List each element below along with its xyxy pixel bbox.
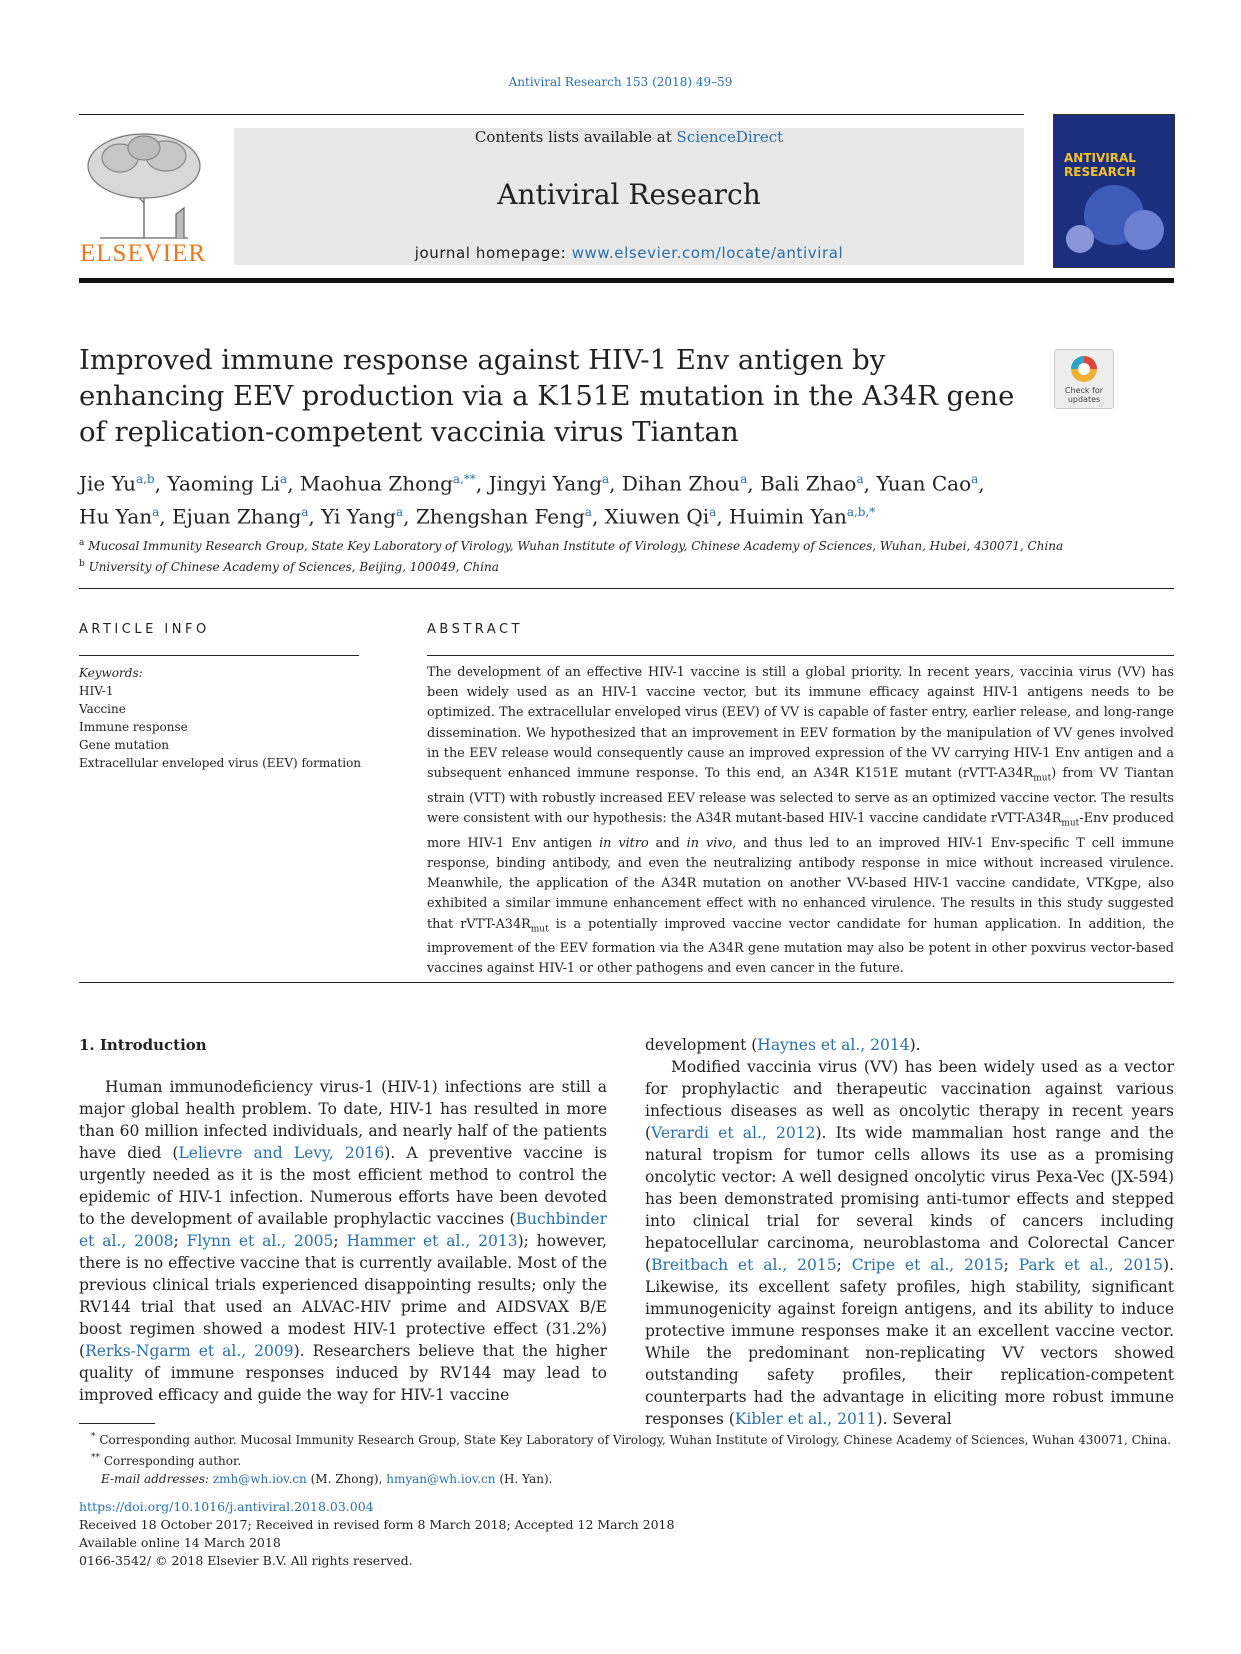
subscript: mut	[1033, 773, 1052, 784]
author-separator: ,	[159, 504, 173, 529]
author-separator: ,	[475, 471, 489, 496]
author-name[interactable]: Bali Zhao	[759, 471, 857, 496]
body-text: ;	[173, 1232, 187, 1250]
abstract-segment: is a potentially improved vaccine vector candidate for human application. In addition, the improvement of the EEV formation via the A34R gene mutation may also be potent in other poxvirus vector-based vaccines against HIV-1 or other pathogens and even cancer in the future.	[427, 916, 1174, 977]
elsevier-logo	[80, 128, 208, 268]
cover-title-line: RESEARCH	[1064, 165, 1136, 179]
body-text: ;	[333, 1232, 347, 1250]
keyword-item: HIV-1	[79, 684, 114, 698]
section-rule	[79, 588, 1174, 589]
body-text: ).	[909, 1036, 921, 1054]
doi-link[interactable]: https://doi.org/10.1016/j.antiviral.2018.03.004	[79, 1499, 374, 1514]
citation-link[interactable]: Haynes et al., 2014	[757, 1036, 910, 1054]
elsevier-wordmark: ELSEVIER	[80, 240, 207, 267]
abstract-bottom-rule	[79, 982, 1174, 983]
author-name[interactable]: Yi Yang	[321, 504, 396, 529]
journal-cover-image[interactable]	[1053, 114, 1175, 268]
author-name[interactable]: Yuan Cao	[876, 471, 972, 496]
subscript: mut	[1061, 818, 1080, 829]
abstract-segment: The development of an effective HIV-1 vaccine is still a global priority. In recent years, vaccinia virus (VV) has been widely used as an HIV-1 vaccine vector, but its immune efficacy against HIV-1 antigens needs to be optimized. The extracellular enveloped virus (EEV) of VV is capable of faster entry, earlier release, and long-range dissemination. We hypothesized that an improvement in EEV formation by the manipulation of VV genes involved in the EEV release would consequently cause an improved expression of the VV carrying HIV-1 Env antigen and a subsequent enhanced immune response. To this end, an A34R K151E mutant (rVTT-A34R	[427, 665, 1174, 782]
author-affiliation-mark: a,b,*	[846, 504, 876, 519]
footnote-corresponding-1	[79, 1428, 1179, 1449]
paragraph	[645, 1056, 1174, 1430]
footnote-text: (H. Yan).	[495, 1472, 553, 1486]
cover-title	[1064, 151, 1136, 179]
cover-virus-graphic	[1124, 210, 1164, 250]
author-list	[79, 465, 1079, 530]
body-text: ). Several	[876, 1410, 952, 1428]
body-text: ;	[1003, 1256, 1019, 1274]
author-affiliation-mark: a	[971, 472, 979, 486]
crossmark-label: Check for updates	[1064, 386, 1104, 404]
author-separator: ,	[863, 471, 877, 496]
citation-link[interactable]: Verardi et al., 2012	[651, 1124, 816, 1142]
email-link[interactable]: hmyan@wh.iov.cn	[386, 1472, 496, 1486]
author-affiliation-mark: a	[301, 504, 309, 519]
affiliation-label: a	[79, 538, 85, 548]
journal-banner	[234, 128, 1024, 265]
footnote-text: Corresponding author.	[100, 1454, 242, 1468]
keyword-item: Vaccine	[79, 702, 126, 716]
copyright: 0166-3542/ © 2018 Elsevier B.V. All rights reserved.	[79, 1553, 413, 1568]
author-separator: ,	[287, 471, 300, 496]
introduction-right-column	[645, 1034, 1174, 1430]
affiliations	[79, 534, 1159, 576]
body-text: ); however, there is no effective vaccine that is currently available. Most of the previous clinical trials experienced disappointing results; only the RV144 trial that used an ALVAC-HIV prime and AIDSVAX B/E boost regimen showed a modest HIV-1 protective effect (31.2%) (	[79, 1232, 607, 1360]
crossmark-icon	[1069, 354, 1099, 384]
affiliation-label: b	[79, 559, 85, 569]
body-text: ). Likewise, its excellent safety profiles, high stability, significant immunogenicity against foreign antigens, and its ability to induce protective immune responses make it an excellent vaccine vector. While the predominant non-replicating VV vectors showed outstanding safety profiles, their replication-competent counterparts had the advantage in eliciting more robust immune responses (	[645, 1256, 1174, 1428]
journal-reference-link[interactable]: Antiviral Research 153 (2018) 49–59	[508, 75, 733, 89]
author-name[interactable]: Ejuan Zhang	[172, 504, 302, 529]
paragraph	[645, 1034, 1174, 1056]
abstract-segment: ) from VV Tiantan strain (VTT) with robustly increased EEV release was selected to serve as an optimized vaccine vector. The results were consistent with our hypothesis: the A34R mutant-based HIV-1 vaccine candidate rVTT-A34R	[427, 766, 1174, 826]
header-rule	[79, 114, 1024, 115]
keyword-item: Gene mutation	[79, 738, 170, 752]
keywords-block	[79, 664, 379, 772]
abstract-rule	[427, 655, 1174, 656]
journal-title: Antiviral Research	[497, 178, 761, 211]
email-label: E-mail addresses:	[101, 1472, 213, 1486]
body-text: ). Its wide mammalian host range and the natural tropism for tumor cells allows its use as a promising oncolytic vector: A well designed oncolytic virus Pexa-Vec (JX-594) has been demonstrated promising anti-tumor effects and stepped into clinical trial for several kinds of cancers including hepatocellular carcinoma, neuroblastoma and Colorectal Cancer (	[645, 1124, 1174, 1274]
available-online: Available online 14 March 2018	[79, 1535, 281, 1550]
author-affiliation-mark: a	[152, 504, 160, 519]
abstract-segment: and	[648, 835, 687, 851]
footnote-corresponding-2	[79, 1449, 1179, 1470]
author-affiliation-mark: a	[709, 504, 717, 519]
keywords-label: Keywords:	[79, 666, 143, 680]
article-title: Improved immune response against HIV-1 Env antigen by enhancing EEV production via a K151E mutation in the A34R gene of replication-competent vaccinia virus Tiantan	[79, 344, 1015, 448]
author-affiliation-mark: a	[856, 472, 864, 486]
publication-info	[79, 1498, 1079, 1570]
body-text: Modified vaccinia virus (VV) has been widely used as a vector for prophylactic and therapeutic vaccination against various infectious diseases as well as oncolytic therapy in recent years (	[645, 1058, 1174, 1142]
footnote-text: Corresponding author. Mucosal Immunity Research Group, State Key Laboratory of Virology, Wuhan Institute of Virology, Chinese Academy of Sciences, Wuhan 430071, China.	[95, 1433, 1172, 1447]
subscript: mut	[530, 924, 549, 935]
cover-virus-graphic	[1066, 225, 1094, 253]
homepage-line	[234, 244, 1024, 262]
abstract-italic: in vitro	[599, 835, 649, 851]
received-dates: Received 18 October 2017; Received in revised form 8 March 2018; Accepted 12 March 2018	[79, 1517, 675, 1532]
check-for-updates-button[interactable]	[1054, 349, 1114, 409]
email-link[interactable]: zmh@wh.iov.cn	[212, 1472, 307, 1486]
affiliation-text: University of Chinese Academy of Sciences, Beijing, 100049, China	[88, 560, 499, 574]
author-separator: ,	[403, 504, 416, 529]
homepage-prefix: journal homepage:	[414, 244, 572, 262]
body-text: ;	[836, 1256, 852, 1274]
body-text: ). Researchers believe that the higher quality of immune responses induced by RV144 may lead to improved efficacy and guide the way for HIV-1 vaccine	[79, 1342, 607, 1404]
cover-title-line: ANTIVIRAL	[1064, 151, 1136, 165]
author-affiliation-mark: a	[602, 472, 610, 486]
author-name[interactable]: Dihan Zhou	[621, 471, 741, 496]
abstract-heading: ABSTRACT	[427, 622, 523, 637]
citation-link[interactable]: Cripe et al., 2015	[851, 1256, 1004, 1274]
article-info-heading: ARTICLE INFO	[79, 622, 210, 637]
body-text: Human immunodeficiency virus-1 (HIV-1) infections are still a major global health problem. To date, HIV-1 has resulted in more than 60 million infected individuals, and nearly half of the patients have died (	[79, 1078, 607, 1162]
contents-line	[234, 128, 1024, 146]
header-thick-rule	[79, 278, 1174, 283]
citation-link[interactable]: Lelievre and Levy, 2016	[178, 1144, 385, 1162]
author-separator: ,	[308, 504, 322, 529]
footnotes	[79, 1428, 1179, 1488]
author-name[interactable]: Huimin Yan	[729, 504, 847, 529]
citation-link[interactable]: Breitbach et al., 2015	[651, 1256, 837, 1274]
citation-link[interactable]: Park et al., 2015	[1018, 1256, 1164, 1274]
affiliation-b	[79, 555, 1159, 576]
abstract-italic: in vivo	[686, 835, 733, 851]
citation-link[interactable]: Flynn et al., 2005	[186, 1232, 334, 1250]
abstract-segment: , and thus led to an improved HIV-1 Env-specific T cell immune response, binding antibody, and even the neutralizing antibody response in mice without increased virulence. Meanwhile, the application of the A34R mutation on another VV-based HIV-1 vaccine candidate, VTKgpe, also exhibited a similar immune enhancement effect with no enhanced virulence. The results in this study suggested that rVTT-A34R	[427, 835, 1174, 932]
introduction-heading: 1. Introduction	[79, 1036, 207, 1054]
article-info-rule	[79, 655, 359, 656]
author-affiliation-mark: a	[740, 472, 748, 486]
abstract-text	[427, 663, 1174, 980]
citation-link[interactable]: Hammer et al., 2013	[346, 1232, 518, 1250]
author-name[interactable]: Maohua Zhong	[299, 471, 453, 496]
author-separator: ,	[747, 471, 760, 496]
keyword-item: Immune response	[79, 720, 188, 734]
author-name[interactable]: Zhengshan Feng	[415, 504, 585, 529]
affiliation-text: Mucosal Immunity Research Group, State Key Laboratory of Virology, Wuhan Institute of Virology, Chinese Academy of Sciences, Wuhan, Hubei, 430071, China	[88, 539, 1064, 553]
author-affiliation-mark: a,**	[452, 472, 476, 486]
author-affiliation-mark: a	[584, 504, 592, 519]
author-separator: ,	[609, 471, 622, 496]
footnote-text: (M. Zhong),	[306, 1472, 387, 1486]
author-separator: ,	[591, 504, 605, 529]
author-name[interactable]: Hu Yan	[79, 504, 153, 529]
contents-prefix: Contents lists available at	[474, 128, 677, 146]
citation-link[interactable]: Kibler et al., 2011	[734, 1410, 877, 1428]
citation-link[interactable]: Buchbinder et al., 2008	[79, 1210, 607, 1250]
author-affiliation-mark: a	[280, 472, 288, 486]
abstract-segment: -Env produced more HIV-1 Env antigen	[427, 810, 1174, 851]
author-separator: ,	[716, 504, 730, 529]
author-name[interactable]: Jingyi Yang	[488, 471, 603, 496]
body-text: development (	[645, 1036, 758, 1054]
citation-link[interactable]: Rerks-Ngarm et al., 2009	[85, 1342, 294, 1360]
keyword-item: Extracellular enveloped virus (EEV) formation	[79, 756, 362, 770]
affiliation-a	[79, 534, 1159, 555]
footnote-mark: *	[91, 1432, 96, 1442]
body-text: ). A preventive vaccine is urgently needed as it is the most efficient method to control the epidemic of HIV-1 infection. Numerous efforts have been devoted to the development of available prophylactic vaccines (	[79, 1144, 607, 1228]
homepage-link[interactable]: www.elsevier.com/locate/antiviral	[571, 244, 844, 262]
sciencedirect-link[interactable]: ScienceDirect	[676, 128, 784, 146]
footnote-mark: **	[91, 1453, 100, 1463]
author-name[interactable]: Jie Yu	[79, 471, 136, 496]
author-name[interactable]: Yaoming Li	[167, 471, 281, 496]
footnote-emails	[79, 1470, 1179, 1488]
elsevier-tree-icon	[80, 128, 208, 240]
author-affiliation-mark: a,b	[135, 472, 155, 486]
introduction-left-column	[79, 1076, 607, 1406]
footnote-rule	[79, 1423, 155, 1424]
author-separator: ,	[978, 471, 985, 496]
author-affiliation-mark: a	[396, 504, 404, 519]
author-name[interactable]: Xiuwen Qi	[604, 504, 710, 529]
author-separator: ,	[154, 471, 168, 496]
